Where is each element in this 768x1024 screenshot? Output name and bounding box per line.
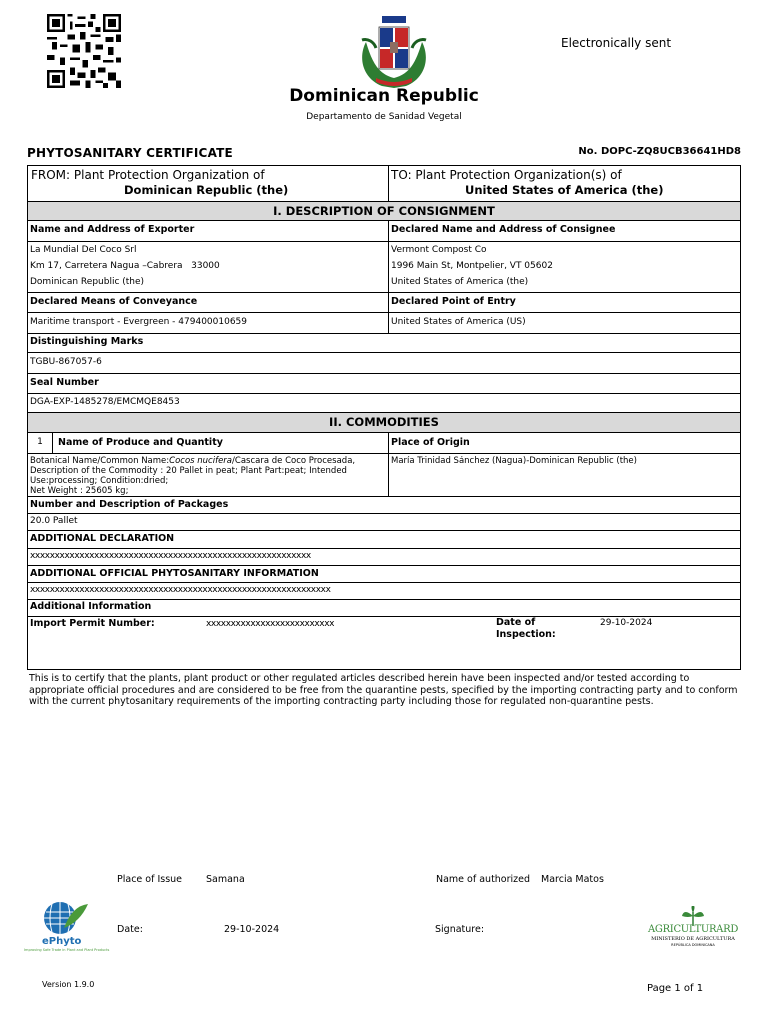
botanical-prefix: Botanical Name/Common Name: bbox=[30, 456, 170, 466]
exporter-name: La Mundial Del Coco Srl bbox=[30, 245, 137, 255]
exporter-address: Km 17, Carretera Nagua –Cabrera 33000 bbox=[30, 261, 220, 271]
globe-leaf-icon bbox=[24, 898, 110, 938]
to-country: United States of America (the) bbox=[465, 183, 664, 197]
commodity-description bbox=[30, 456, 386, 496]
consignee-name: Vermont Compost Co bbox=[391, 245, 487, 255]
additional-declaration-label: ADDITIONAL DECLARATION bbox=[30, 533, 175, 544]
place-of-issue-label: Place of Issue bbox=[117, 874, 183, 885]
botanical-name: Cocos nucifera bbox=[169, 456, 233, 466]
to-label: TO: Plant Protection Organization(s) of bbox=[391, 168, 622, 182]
consignee-address: 1996 Main St, Montpelier, VT 05602 bbox=[391, 261, 553, 271]
ephyto-logo bbox=[24, 898, 110, 956]
marks-value: TGBU-867057-6 bbox=[30, 357, 102, 367]
certificate-form bbox=[27, 165, 741, 670]
inspection-date-label bbox=[496, 617, 596, 641]
packages-value: 20.0 Pallet bbox=[30, 516, 78, 526]
version-label: Version 1.9.0 bbox=[42, 980, 95, 989]
agricultura-wordmark: AGRICULTURARD bbox=[647, 924, 739, 935]
marks-label: Distinguishing Marks bbox=[30, 336, 144, 347]
coat-of-arms-emblem bbox=[354, 12, 434, 92]
certificate-title: PHYTOSANITARY CERTIFICATE bbox=[27, 146, 233, 160]
entry-point-value: United States of America (US) bbox=[391, 317, 526, 327]
produce-quantity-label: Name of Produce and Quantity bbox=[58, 437, 223, 448]
agricultura-country: REPÚBLICA DOMINICANA bbox=[671, 943, 715, 947]
issue-date-label: Date: bbox=[117, 924, 143, 935]
packages-label: Number and Description of Packages bbox=[30, 499, 229, 510]
official-info-value: xxxxxxxxxxxxxxxxxxxxxxxxxxxxxxxxxxxxxxxxxxxxxxxxxxxxxxxxxxxxx bbox=[30, 585, 331, 595]
signature-label: Signature: bbox=[435, 924, 485, 935]
inspection-date-value: 29-10-2024 bbox=[600, 618, 653, 628]
country-title: Dominican Republic bbox=[289, 86, 479, 106]
ephyto-name: ePhyto bbox=[42, 936, 82, 947]
department-name: Departamento de Sanidad Vegetal bbox=[306, 112, 462, 122]
import-permit-value: xxxxxxxxxxxxxxxxxxxxxxxxxx bbox=[206, 619, 335, 629]
import-permit-label: Import Permit Number: bbox=[30, 618, 155, 629]
exporter-label: Name and Address of Exporter bbox=[30, 224, 195, 235]
description-line: Description of the Commodity : 20 Pallet in peat; Plant Part:peat; Intended bbox=[30, 466, 347, 476]
common-name: /Cascara de Coco Procesada, bbox=[232, 456, 356, 466]
authorized-officer-label: Name of authorized bbox=[436, 874, 531, 885]
plant-sprout-icon bbox=[644, 906, 742, 926]
seal-label: Seal Number bbox=[30, 377, 99, 388]
exporter-country: Dominican Republic (the) bbox=[30, 277, 145, 287]
inspection-label-line: Date of bbox=[496, 617, 536, 628]
official-info-label: ADDITIONAL OFFICIAL PHYTOSANITARY INFORMATION bbox=[30, 568, 319, 579]
origin-value: María Trinidad Sánchez (Nagua)-Dominican Republic (the) bbox=[391, 456, 637, 466]
agricultura-ministry: MINISTERIO DE AGRICULTURA bbox=[651, 936, 735, 942]
conveyance-value: Maritime transport - Evergreen - 479400010659 bbox=[30, 317, 247, 327]
ephyto-tagline: Improving Safe Trade in Plant and Plant Products bbox=[24, 948, 110, 952]
additional-info-label: Additional Information bbox=[30, 601, 152, 612]
net-weight-line: Net Weight : 25605 kg; bbox=[30, 486, 129, 496]
consignee-country: United States of America (the) bbox=[391, 277, 529, 287]
certification-statement: This is to certify that the plants, plant product or other regulated articles described herein have been inspected and/or tested according to appropriate official procedures and are considered to be free from the quarantine pests, specified by the importing contracting party and to conform with the current phytosanitary requirements of the importing contracting party including those for regulated non-quarantine pests. bbox=[29, 673, 738, 707]
section-description-heading: I. DESCRIPTION OF CONSIGNMENT bbox=[28, 202, 740, 220]
authorized-officer-value: Marcia Matos bbox=[541, 874, 604, 885]
qr-code bbox=[45, 14, 123, 88]
section-commodities-heading: II. COMMODITIES bbox=[28, 413, 740, 432]
page-indicator: Page 1 of 1 bbox=[647, 983, 704, 994]
origin-label: Place of Origin bbox=[391, 437, 470, 448]
conveyance-label: Declared Means of Conveyance bbox=[30, 296, 198, 307]
description-line: Use:processing; Condition:dried; bbox=[30, 476, 169, 486]
from-label: FROM: Plant Protection Organization of bbox=[31, 168, 265, 182]
agricultura-logo bbox=[644, 906, 742, 950]
place-of-issue-value: Samana bbox=[206, 874, 245, 885]
inspection-label-line: Inspection: bbox=[496, 629, 556, 640]
commodity-index: 1 bbox=[37, 437, 43, 447]
additional-declaration-value: xxxxxxxxxxxxxxxxxxxxxxxxxxxxxxxxxxxxxxxxxxxxxxxxxxxxxxxxx bbox=[30, 551, 311, 561]
issue-date-value: 29-10-2024 bbox=[224, 924, 280, 935]
seal-value: DGA-EXP-1485278/EMCMQE8453 bbox=[30, 397, 180, 407]
transmission-status: Electronically sent bbox=[561, 36, 672, 50]
consignee-label: Declared Name and Address of Consignee bbox=[391, 224, 616, 235]
from-country: Dominican Republic (the) bbox=[124, 183, 289, 197]
entry-point-label: Declared Point of Entry bbox=[391, 296, 516, 307]
botanical-name-line bbox=[30, 456, 386, 466]
certificate-number: No. DOPC-ZQ8UCB36641HD8 bbox=[578, 146, 741, 157]
